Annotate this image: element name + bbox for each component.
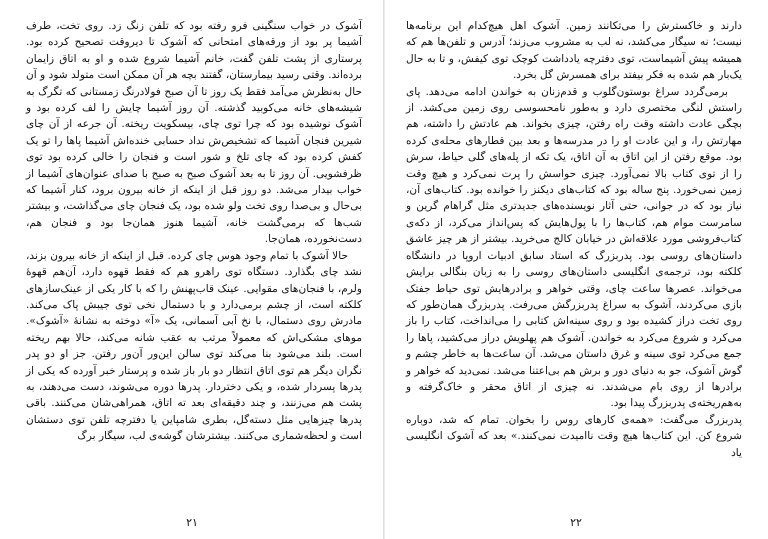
right-page-number: ۲۲: [570, 516, 582, 529]
right-page-paragraph-3: پدربزرگ می‌گفت: «همه‌ی کارهای روس را بخوان. تمام که شد، دوباره شروع کن. این کتاب‌ها هیچ وقت ناامیدت نمی‌کنند.» بعد که آشوک انگلیسی یاد: [406, 413, 742, 459]
left-page-number: ۲۱: [186, 516, 198, 529]
right-page-paragraph-1: دارند و خاکسترش را می‌تکانند زمین. آشوک اهل هیچ‌کدام این برنامه‌ها نیست؛ نه سیگار می‌کشد، نه لب به مشروب می‌زند؛ آدرس و تلفن‌ها هم که همیشه پیش آشیماست، توی دفترچه یادداشت کوچک توی کیفش، و تا به حال یک‌بار هم شده به فکر بیفتد برای همسرش گل بخرد.: [406, 20, 742, 82]
right-page-paragraph-2: برمی‌گردد سراغ بوستون‌گلوب و قدم‌زنان به خواندن ادامه می‌دهد. پای راستش لنگی مختصری دارد و به‌طور نامحسوسی روی زمین می‌کشد. از بچگی عادت داشته وقت راه رفتن، چیزی بخواند. هم عادتش را داشته، هم مهارتش را، و این عادت او را در مدرسه‌ها و بعد بین قطارهای محله‌ی کرده بود. موقع رفتن از این اتاق به آن اتاق، یک تکه از پله‌های گلی حیاط، سرش را از توی کتاب بالا نمی‌آورد. چیزی حواسش را پرت نمی‌کرد و هیچ وقت زمین نمی‌خورد. پنج ساله بود که کتاب‌های دیکنز را خوانده بود. کتاب‌های آن، نیاز بود که در جوانی، حتی آثار نویسنده‌های جدیدتری مثل گراهام گرین و سامرست موام هم، کتاب‌ها را با پول‌هایش که پس‌انداز می‌کرد، از دکه‌ی کتاب‌فروشی مورد علاقه‌اش در خیابان کالج می‌خرید. بیشتر از هر چیز عاشق داستان‌های روسی بود. پدربزرگ که استاد سابق ادبیات اروپا در دانشگاه کلکته بود، ترجمه‌ی انگلیسی داستان‌های روسی را به زبان بنگالی برایش می‌خواند. عصرها ساعت چای، وقتی خواهر و برادرهایش توی حیاط جفتک بازی می‌کردند، آشوک به سراغ پدربزرگش می‌رفت. پدربزرگ همان‌طور که روی تخت دراز کشیده بود و روی سینه‌اش کتابی را می‌انداخت، کتاب را باز می‌کرد و شروع می‌کرد به خواندن. آشوک هم پهلویش دراز می‌کشید، پاها را جمع می‌کرد توی سینه و غرق داستان می‌شد. آن ساعت‌ها به خاطر چشم و گوش آشوک، جو به دنیای دور و برش هم بی‌اعتنا می‌شد. نمی‌دید که خواهر و برادرها از روی بام می‌شدند. نه چیزی از اتاق محقر و خاک‌گرفته و به‌هم‌ریخته‌ی پدربزرگ پیدا بود.: [406, 85, 742, 410]
right-page: [384, 0, 768, 539]
left-page-paragraph-2: حالا آشوک با تمام وجود هوس چای کرده. قبل از اینکه از خانه بیرون بزند، نشد چای بگذارد. دستگاه توی راهرو هم که فقط قهوه دارد، آن‌هم قهوهٔ ولرم، با فنجان‌های مقوایی. عینک قاب‌پهنش را که با کار یکی از عینک‌سازهای کلکته است، از چشم برمی‌دارد و با دستمال نخی توی جیبش پاک می‌کند. مادرش روی دستمال، با نخ آبی آسمانی، یک «آ» دوخته به نشانهٔ «آشوک». موهای مشکی‌اش که معمولاً مرتب به عقب شانه می‌کند، حالا بهم ریخته است. بلند می‌شود بنا می‌کند توی سالن این‌ور آن‌ور رفتن. جز او دو پدر نگران دیگر هم توی اتاق انتظار دو بار باز شده و پرستار خبر آورده که یکی از پدرها پسردار شده، و یکی دختردار. پدرها دوره می‌شوند، دست می‌دهند، به پشت هم می‌زنند، و چند دقیقه‌ای بعد ته اتاق، همراهی‌شان می‌کنند. باقی پدرها چیزهایی مثل دسته‌گل، بطری شامپاین یا دفترچه تلفن توی دستشان است و لحظه‌شماری می‌کنند. بیشترشان گوشه‌ی لب، سیگار برگ: [26, 249, 362, 443]
left-page-paragraph-1: آشوک در خواب سنگینی فرو رفته بود که تلفن زنگ زد. روی تخت، طرف آشیما پر بود از ورقه‌های امتحانی که آشوک تا دیروقت تصحیح کرده بود. پرستاری از پشت تلفن گفت، خانم آشیما شروع شده و او به اتاق زایمان برده‌اند. وقتی رسید بیمارستان، گفتند بچه هر آن ممکن است متولد شود و آن حال به‌نظرش می‌آمد فقط یک روز تا آن صبح فولادرنگ زمستانی که تگرگ به شیشه‌های خانه می‌کوبید گذشته. آن روز آشیما چایش را لف کرده بود و آشوک نوشیده بود که چرا توی چای، بیسکویت ریخته. آن جرعه از آن چای شیرین فنجان آشیما که تشخیص‌ش نداد حسابی خنده‌اش آشیما پاها را تو یک کفش کرده بود که چای تلخ و شور است و فنجان را خالی کرده بود توی ظرفشویی. آن روز تا به بعد آشوک صبح به صبح با صدای عنوان‌های آشیما از خواب بیدار می‌شد. دو روز قبل از اینکه از خانه بیرون برود، کنار آشیما که بی‌حال و بی‌صدا روی تخت ولو شده بود، یک فنجان چای می‌گذاشت، و بیشتر شب‌ها که برمی‌گشت خانه، آشیما هنوز همان‌جا بود و فنجان هم، دست‌نخورده، همان‌جا.: [26, 20, 362, 246]
